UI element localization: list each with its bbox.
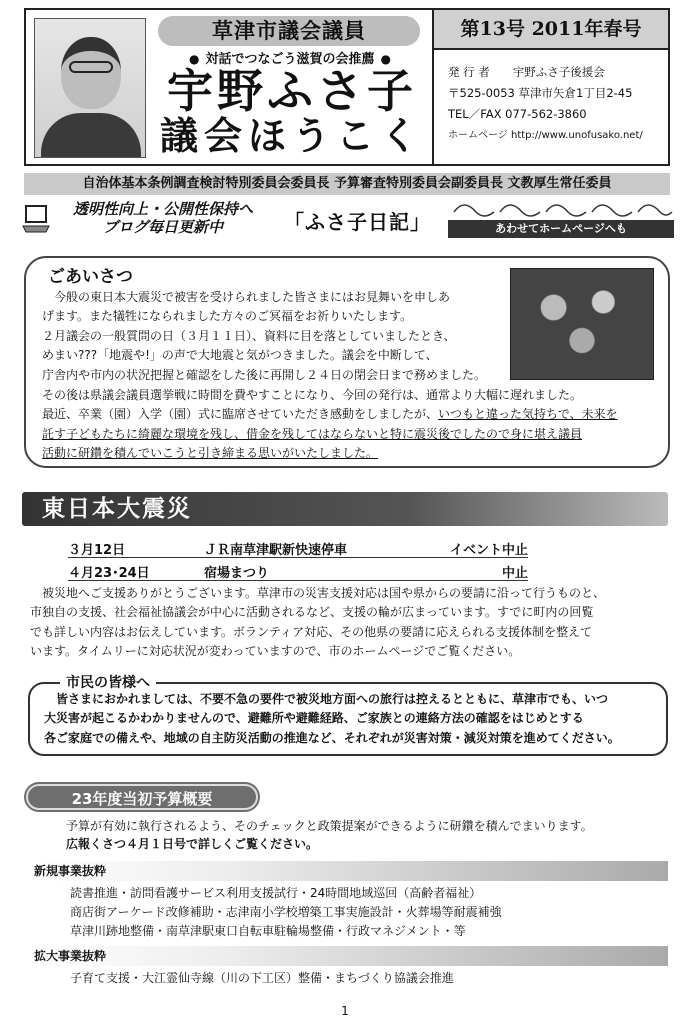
- text-line: 予算が有効に執行されるよう、そのチェックと政策提案ができるように研鑽を積んでまいります。: [66, 819, 593, 833]
- list-item: 商店街アーケード改修補助・志津南小学校増築工事実施設計・火葬場等耐震補強: [70, 905, 502, 919]
- page-number: 1: [341, 1004, 349, 1018]
- text-line: 被災地へご支援ありがとうございます。草津市の災害支援対応は国や県からの要請に沿って行うものと、: [30, 586, 606, 600]
- new-projects-list: [70, 884, 630, 941]
- blog-banner: [22, 198, 672, 244]
- text-line: 皆さまにおかれましては、不要不急の要件で被災地方面への旅行は控えるとともに、草津市でも、いつ: [44, 692, 609, 706]
- list-item: 草津川跡地整備・南草津駅東口自転車駐輪場整備・行政マネジメント・等: [70, 924, 466, 938]
- citizens-title: 市民の皆様へ: [60, 672, 156, 692]
- greeting-line: 活動に研鑽を積んでいこうと引き締まる思いがいたしました。: [42, 446, 379, 461]
- blog-line2: ブログ毎日更新中: [102, 218, 223, 236]
- event-date: ３月12日: [68, 543, 126, 558]
- section-band-earthquake: [22, 492, 668, 526]
- greeting-line: [42, 405, 662, 424]
- publisher-info: [432, 50, 668, 164]
- greeting-title: ごあいさつ: [48, 267, 133, 287]
- greeting-line: 託す子どもたちに綺麗な環境を残し、借金を残してはならないと特に震災後でしたので身に堪え議員: [42, 426, 583, 441]
- greeting-underlined: いつもと違った気持ちで、未来を: [438, 407, 618, 422]
- blog-notice: [58, 200, 268, 236]
- event-date: ４月23･24日: [68, 566, 150, 581]
- greeting-line: 今般の東日本大震災で被害を受けられました皆さまにはお見舞いを申しあ: [42, 290, 451, 304]
- list-item: 子育て支援・大江霊仙寺線（川の下工区）整備・まちづくり協議会推進: [70, 971, 454, 985]
- slogan-text: 対話でつなごう滋賀の会推薦: [205, 52, 375, 67]
- blog-line1: 透明性向上・公開性保持へ: [72, 200, 253, 218]
- masthead: [24, 8, 670, 166]
- text-line: 大災害が起こるかわかりませんので、避難所や避難経路、ご家族との連絡方法の確認をはじめとする: [44, 711, 584, 726]
- homepage-link[interactable]: ホームページ http://www.unofusako.net/: [448, 130, 643, 141]
- greeting-line: その後は県議会議員選挙戦に時間を費やすことになり、今回の発行は、通常より大幅に遅れました。: [42, 388, 583, 402]
- issue-number: 第13号 2011年春号: [432, 10, 668, 50]
- greeting-line: げます。また犠牲になられました方々のご冥福をお祈りいたします。: [42, 309, 413, 324]
- publisher-tel: TEL／FAX 077-562-3860: [448, 107, 587, 121]
- event-status: 中止: [501, 566, 528, 581]
- blog-diary-title[interactable]: 「ふさ子日記」: [284, 210, 431, 234]
- event-name: ＪＲ南草津駅新快速停車: [204, 543, 348, 558]
- expanded-projects-heading: 拡大事業抜粋: [30, 946, 668, 966]
- citizens-text: [44, 690, 656, 748]
- earthquake-text: [30, 584, 670, 662]
- publisher-name: 宇野ふさ子後援会: [512, 65, 605, 79]
- bullet-icon: ●: [380, 52, 391, 66]
- bullet-icon: ●: [189, 52, 200, 66]
- portrait-photo: [34, 18, 146, 158]
- greeting-line-start: 最近、卒業（園）入学（園）式に臨席させていただき感動をしましたが、: [42, 407, 439, 422]
- greeting-line: めまい???「地震や!」の声で大地震と気がつきました。議会を中断して、: [42, 348, 438, 363]
- homepage-notice[interactable]: あわせてホームページへも: [448, 220, 674, 238]
- budget-text: [66, 817, 666, 853]
- text-line: 広報くさつ４月１日号で詳しくご覧ください。: [66, 837, 319, 851]
- earthquake-title: 東日本大震災: [42, 495, 192, 522]
- budget-title: 23年度当初予算概要: [26, 784, 258, 810]
- report-title: 議会ほうこく: [159, 113, 424, 158]
- event-name: 宿場まつり: [204, 566, 270, 581]
- greeting-text: [42, 288, 520, 385]
- publisher-label: 発 行 者: [448, 65, 490, 79]
- new-projects-heading: 新規事業抜粋: [30, 861, 668, 881]
- text-line: 各ご家庭での備えや、地域の自主防災活動の推進など、それぞれが災害対策・減災対策を進めてください。: [44, 730, 620, 745]
- publisher-address: 〒525-0053 草津市矢倉1丁目2-45: [448, 86, 633, 100]
- list-item: 読書推進・訪問看護サービス利用支援試行・24時間地域巡回（高齢者福祉）: [70, 886, 482, 900]
- event-status: イベント中止: [449, 543, 528, 558]
- text-line: 市独自の支援、社会福祉協議会が中心に活動されるなど、支援の輪が広まっています。すでに町内の回覧: [30, 605, 594, 620]
- event-row: [68, 561, 528, 581]
- greeting-line: ２月議会の一般質問の日（３月１１日）、資料に目を落としていましたとき、: [42, 328, 456, 343]
- text-line: います。タイムリーに対応状況が変わっていますので、市のホームページでご覧ください。: [30, 644, 521, 659]
- decorative-swirl-icon: [452, 200, 674, 220]
- event-row: [68, 538, 528, 558]
- expanded-projects-list: [70, 969, 630, 988]
- citizens-notice-box: [28, 675, 668, 756]
- greeting-line: 庁舎内や市内の状況把握と確認をした後に再開し２４日の閉会日まで務めました。: [42, 367, 487, 382]
- councillor-name: 宇野ふさ子: [167, 64, 417, 118]
- greeting-text-wide: [42, 386, 662, 464]
- flower-photo: [510, 268, 654, 380]
- org-title: 草津市議会議員: [158, 16, 420, 46]
- laptop-icon: [22, 204, 50, 234]
- greeting-box: [24, 256, 670, 468]
- text-line: でも詳しい内容はお伝えしています。ボランティア対応、その他県の要請に応えられる支援体制を整えて: [30, 624, 593, 639]
- committee-roles: 自治体基本条例調査検討特別委員会委員長 予算審査特別委員会副委員長 文教厚生常任委員: [24, 173, 670, 195]
